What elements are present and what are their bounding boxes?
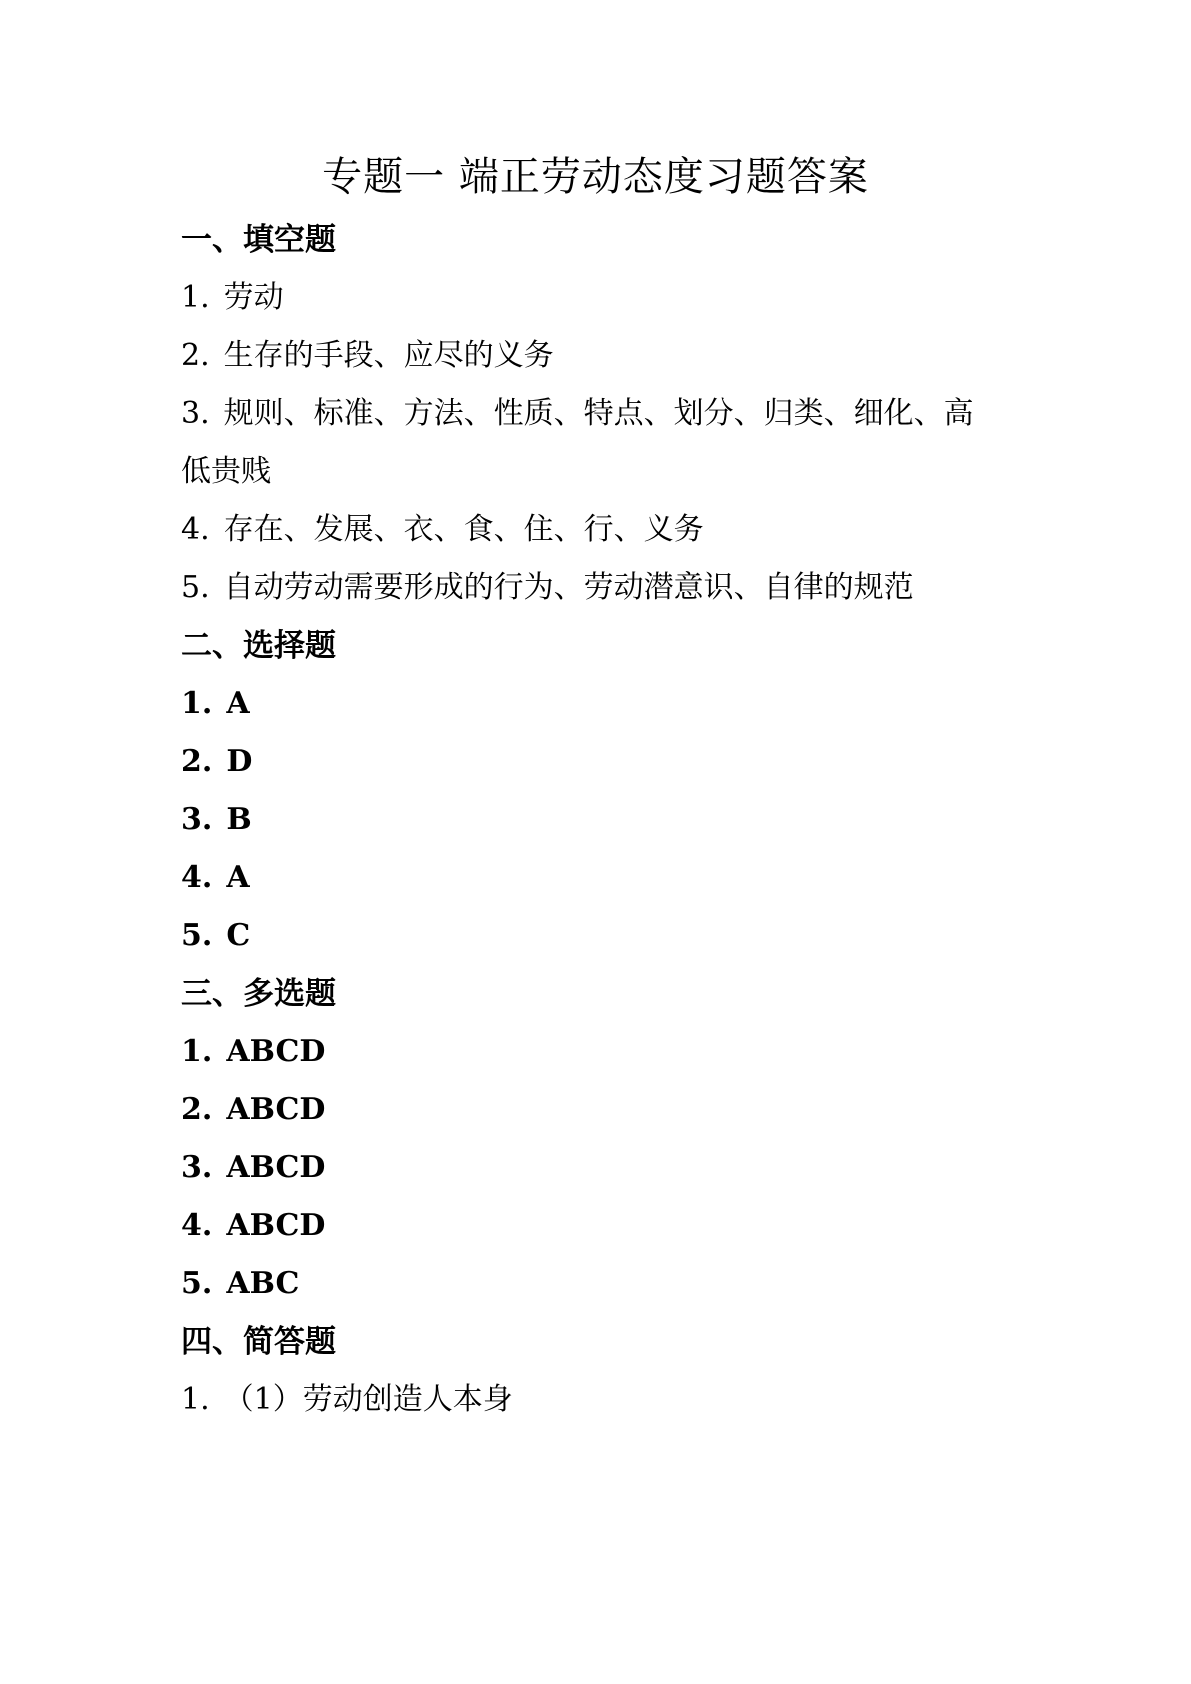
item-number: 4.	[181, 512, 210, 547]
fill-answer-2	[181, 336, 1041, 376]
fill-answer-3	[181, 394, 1041, 434]
item-number: 1.	[181, 1034, 213, 1069]
item-text: （1）劳动创造人本身	[223, 1382, 513, 1417]
single-answer-5	[181, 916, 1041, 956]
section-heading-multi: 三、多选题	[181, 976, 336, 1012]
item-number: 5.	[181, 918, 213, 953]
item-text: ABCD	[226, 1034, 326, 1069]
item-text: 劳动	[223, 280, 284, 315]
multi-answer-1	[181, 1032, 1041, 1072]
item-text: D	[226, 744, 253, 779]
item-text: 存在、发展、衣、食、住、行、义务	[223, 512, 704, 547]
fill-answer-1	[181, 278, 1041, 318]
section-heading-fill: 一、填空题	[181, 222, 336, 258]
item-text: ABCD	[226, 1150, 326, 1185]
item-number: 1.	[181, 280, 210, 315]
item-number: 4.	[181, 1208, 213, 1243]
item-text: 自动劳动需要形成的行为、劳动潜意识、自律的规范	[223, 570, 914, 605]
item-text: C	[226, 918, 251, 953]
multi-answer-5	[181, 1264, 1041, 1304]
item-text: ABC	[226, 1266, 300, 1301]
fill-answer-5	[181, 568, 1041, 608]
multi-answer-3	[181, 1148, 1041, 1188]
short-answer-1	[181, 1380, 1041, 1420]
section-heading-single: 二、选择题	[181, 628, 336, 664]
multi-answer-4	[181, 1206, 1041, 1246]
item-text: A	[226, 860, 250, 895]
item-number: 2.	[181, 1092, 213, 1127]
item-number: 3.	[181, 802, 213, 837]
item-number: 2.	[181, 338, 210, 373]
single-answer-4	[181, 858, 1041, 898]
single-answer-2	[181, 742, 1041, 782]
item-text: A	[226, 686, 250, 721]
item-text: ABCD	[226, 1092, 326, 1127]
single-answer-1	[181, 684, 1041, 724]
fill-answer-4	[181, 510, 1041, 550]
item-number: 3.	[181, 396, 210, 431]
item-number: 5.	[181, 1266, 213, 1301]
item-text: ABCD	[226, 1208, 326, 1243]
item-number: 2.	[181, 744, 213, 779]
multi-answer-2	[181, 1090, 1041, 1130]
item-text: 低贵贱	[181, 454, 271, 489]
item-number: 1.	[181, 1382, 210, 1417]
item-number: 5.	[181, 570, 210, 605]
item-number: 3.	[181, 1150, 213, 1185]
item-text: B	[226, 802, 252, 837]
item-text: 规则、标准、方法、性质、特点、划分、归类、细化、高	[223, 396, 974, 431]
document-title: 专题一 端正劳动态度习题答案	[322, 154, 869, 200]
fill-answer-3-continued	[181, 452, 1041, 492]
item-text: 生存的手段、应尽的义务	[223, 338, 554, 373]
item-number: 4.	[181, 860, 213, 895]
item-number: 1.	[181, 686, 213, 721]
section-heading-short: 四、简答题	[181, 1324, 336, 1360]
single-answer-3	[181, 800, 1041, 840]
